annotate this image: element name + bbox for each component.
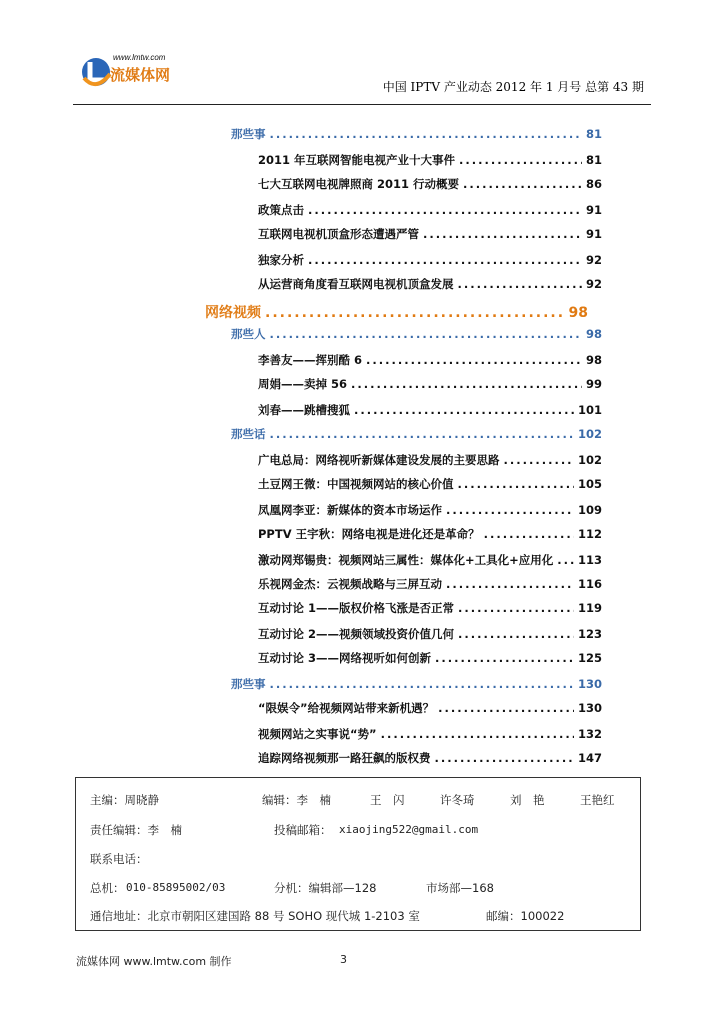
toc-leader-dots	[557, 553, 574, 567]
footer-credit: 流媒体网 www.lmtw.com 制作	[76, 955, 232, 968]
toc-leader-dots	[354, 403, 574, 417]
toc-title: 那些话	[231, 427, 266, 441]
toc-leader-dots	[459, 153, 582, 167]
toc-title: 2011 年互联网智能电视产业十大事件	[258, 153, 456, 167]
toc-leader-dots	[458, 477, 574, 491]
toc-entry[interactable]	[258, 650, 602, 666]
toc-page-number: 125	[577, 651, 602, 665]
toc-page-number: 102	[577, 453, 602, 467]
toc-page-number: 86	[585, 177, 602, 191]
toc-entry[interactable]	[258, 476, 602, 492]
toc-page-number: 102	[577, 427, 602, 441]
toc-entry[interactable]	[258, 202, 602, 218]
toc-title: 互动讨论 1——版权价格飞涨是否正常	[258, 601, 455, 615]
masthead-box	[75, 777, 641, 931]
editor-4: 刘 艳	[510, 793, 545, 807]
toc-title: 激动网郑锡贵：视频网站三属性：媒体化+工具化+应用化	[258, 553, 554, 567]
toc-title: 凤凰网李亚：新媒体的资本市场运作	[258, 503, 442, 517]
toc-page-number: 147	[577, 751, 602, 765]
responsible-editor: 责任编辑：李 楠	[90, 823, 182, 837]
toc-page-number: 119	[577, 601, 602, 615]
email-label: 投稿邮箱：	[274, 823, 332, 837]
toc-title: 七大互联网电视牌照商 2011 行动概要	[258, 177, 460, 191]
toc-leader-dots	[270, 327, 582, 341]
toc-leader-dots	[435, 651, 574, 665]
editor-2: 王 闪	[370, 793, 405, 807]
editor-3: 许冬琦	[440, 793, 475, 807]
toc-leader-dots	[463, 177, 582, 191]
header-divider	[73, 104, 651, 105]
toc-title: “限娱令”给视频网站带来新机遇？	[258, 701, 435, 715]
toc-page-number: 98	[585, 353, 602, 367]
issue-title: 中国 IPTV 产业动态 2012 年 1 月号 总第 43 期	[382, 80, 644, 94]
toc-leader-dots	[265, 305, 565, 321]
toc-leader-dots	[381, 727, 574, 741]
toc-entry[interactable]	[258, 552, 602, 568]
postcode: 邮编：100022	[486, 909, 565, 923]
toc-page-number: 112	[577, 527, 602, 541]
toc-leader-dots	[438, 701, 574, 715]
toc-title: 视频网站之实事说“势”	[258, 727, 377, 741]
toc-section[interactable]	[231, 676, 602, 692]
toc-entry[interactable]	[258, 700, 602, 716]
toc-title: 李善友——挥别酷 6	[258, 353, 363, 367]
toc-title: 周娟——卖掉 56	[258, 377, 348, 391]
toc-title: 那些事	[231, 127, 266, 141]
toc-page-number: 92	[585, 253, 602, 267]
toc-chapter[interactable]	[205, 302, 588, 322]
chief-editor: 主编：周晓静	[90, 793, 159, 807]
toc-section[interactable]	[231, 126, 602, 142]
toc-entry[interactable]	[258, 376, 602, 392]
toc-leader-dots	[423, 227, 582, 241]
toc-entry[interactable]	[258, 152, 602, 168]
toc-page-number: 116	[577, 577, 602, 591]
toc-entry[interactable]	[258, 600, 602, 616]
toc-page-number: 91	[585, 227, 602, 241]
extension-market: 市场部—168	[426, 881, 494, 895]
extension-editorial: 分机：编辑部—128	[274, 881, 377, 895]
toc-entry[interactable]	[258, 576, 602, 592]
toc-entry[interactable]	[258, 226, 602, 242]
toc-page-number: 105	[577, 477, 602, 491]
toc-entry[interactable]	[258, 176, 602, 192]
toc-title: 政策点击	[258, 203, 304, 217]
toc-page-number: 123	[577, 627, 602, 641]
phone-label: 联系电话：	[90, 852, 148, 866]
toc-title: 追踪网络视频那一路狂飙的版权费	[258, 751, 431, 765]
toc-leader-dots	[308, 203, 582, 217]
toc-title: 广电总局：网络视听新媒体建设发展的主要思路	[258, 453, 500, 467]
toc-leader-dots	[446, 577, 574, 591]
toc-entry[interactable]	[258, 452, 602, 468]
toc-title: 刘春——跳槽搜狐	[258, 403, 350, 417]
toc-page-number: 132	[577, 727, 602, 741]
toc-page-number: 130	[577, 677, 602, 691]
toc-page-number: 113	[577, 553, 602, 567]
toc-page-number: 99	[585, 377, 602, 391]
toc-title: 那些人	[231, 327, 266, 341]
toc-entry[interactable]	[258, 626, 602, 642]
main-phone: 010-85895002/03	[126, 881, 226, 894]
toc-title: 互动讨论 3——网络视听如何创新	[258, 651, 432, 665]
editor-1: 编辑：李 楠	[262, 793, 331, 807]
toc-page-number: 130	[577, 701, 602, 715]
toc-entry[interactable]	[258, 276, 602, 292]
toc-leader-dots	[270, 427, 574, 441]
toc-title: PPTV 王宇秋：网络电视是进化还是革命？	[258, 527, 480, 541]
toc-leader-dots	[458, 277, 582, 291]
toc-title: 互联网电视机顶盒形态遭遇严管	[258, 227, 419, 241]
toc-leader-dots	[458, 627, 574, 641]
toc-title: 互动讨论 2——视频领域投资价值几何	[258, 627, 455, 641]
toc-leader-dots	[484, 527, 574, 541]
toc-title: 乐视网金杰：云视频战略与三屏互动	[258, 577, 442, 591]
toc-title: 那些事	[231, 677, 266, 691]
toc-page-number: 81	[585, 127, 602, 141]
toc-page-number: 101	[577, 403, 602, 417]
toc-leader-dots	[458, 601, 574, 615]
toc-leader-dots	[366, 353, 582, 367]
toc-leader-dots	[504, 453, 574, 467]
toc-entry[interactable]	[258, 352, 602, 368]
logo-name: 流媒体网	[110, 66, 171, 84]
toc-entry[interactable]	[258, 726, 602, 742]
toc-title: 独家分析	[258, 253, 304, 267]
toc-entry[interactable]	[258, 252, 602, 268]
toc-section[interactable]	[231, 426, 602, 442]
toc-title: 土豆网王微：中国视频网站的核心价值	[258, 477, 454, 491]
main-phone-label: 总机：	[90, 881, 125, 895]
toc-page-number: 92	[585, 277, 602, 291]
toc-title: 从运营商角度看互联网电视机顶盒发展	[258, 277, 454, 291]
toc-page-number: 91	[585, 203, 602, 217]
toc-entry[interactable]	[258, 502, 602, 518]
toc-leader-dots	[446, 503, 574, 517]
toc-entry[interactable]	[258, 750, 602, 766]
toc-leader-dots	[270, 677, 574, 691]
logo-url: www.lmtw.com	[113, 53, 166, 62]
toc-page-number: 98	[568, 305, 588, 321]
toc-leader-dots	[270, 127, 582, 141]
toc-leader-dots	[308, 253, 582, 267]
page-number: 3	[340, 953, 347, 966]
email-link[interactable]: xiaojing522@gmail.com	[339, 823, 479, 836]
toc-title: 网络视频	[205, 305, 261, 321]
toc-page-number: 98	[585, 327, 602, 341]
toc-entry[interactable]	[258, 402, 602, 418]
toc-page-number: 81	[585, 153, 602, 167]
toc-leader-dots	[351, 377, 582, 391]
toc-leader-dots	[435, 751, 574, 765]
toc-page-number: 109	[577, 503, 602, 517]
address: 通信地址：北京市朝阳区建国路 88 号 SOHO 现代城 1-2103 室	[90, 909, 420, 923]
editor-5: 王艳红	[580, 793, 615, 807]
toc-entry[interactable]	[258, 526, 602, 542]
toc-section[interactable]	[231, 326, 602, 342]
